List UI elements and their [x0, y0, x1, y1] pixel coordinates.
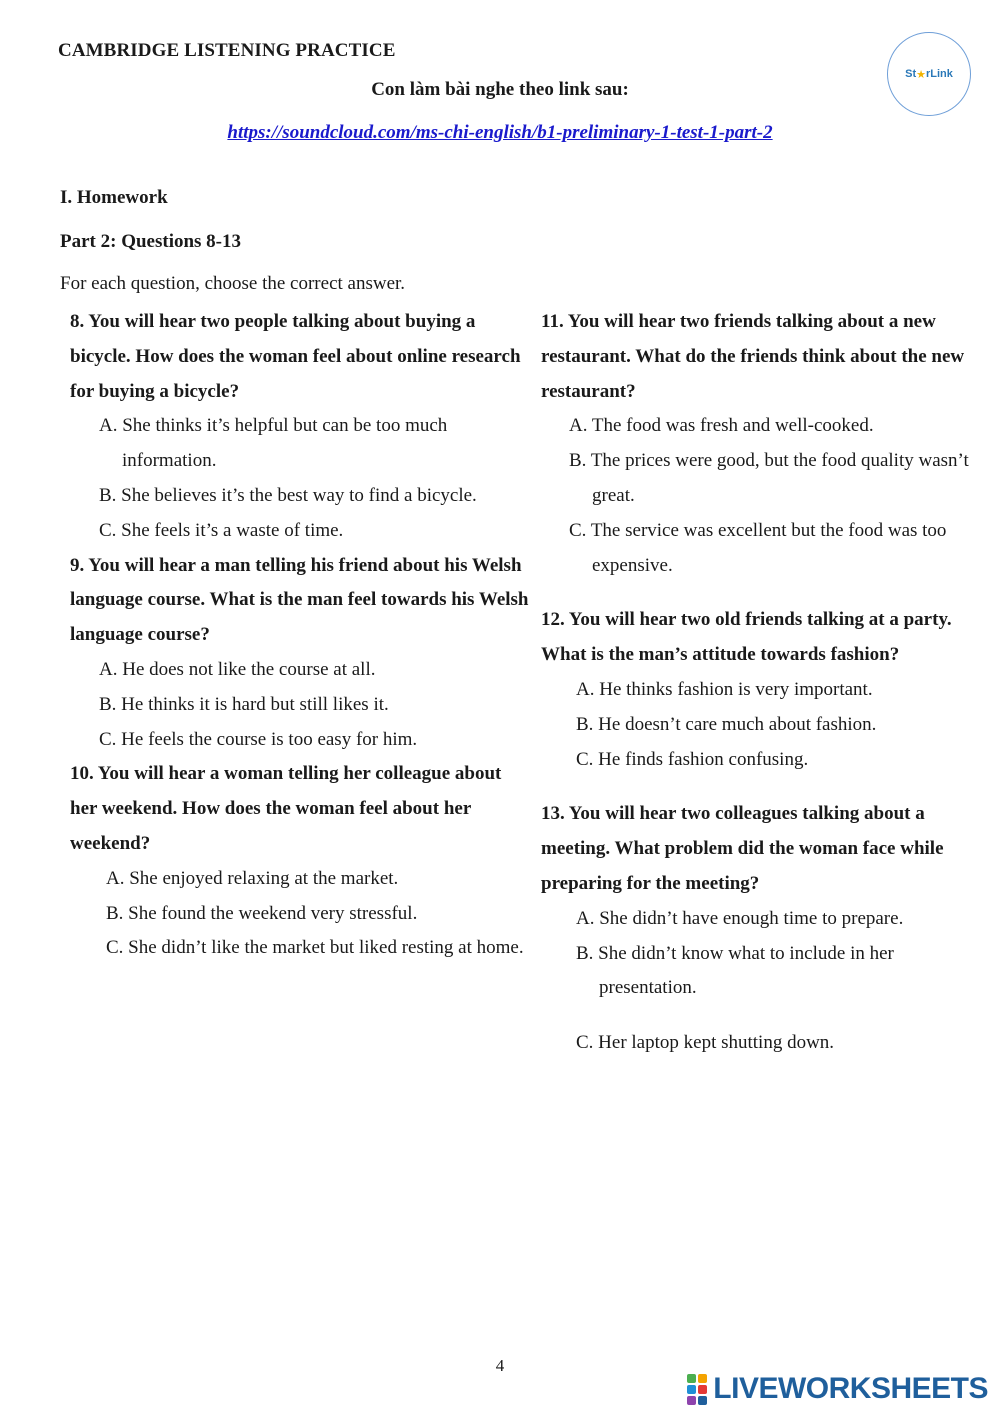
logo-text-start: St	[905, 68, 917, 80]
question-11-options	[541, 409, 981, 583]
starlink-logo	[887, 32, 971, 116]
question-9-prompt: 9. You will hear a man telling his friend about his Welsh language course. What is the man feel towards his Welsh language course?	[70, 554, 529, 646]
question-8-option-c[interactable]: C. She feels it’s a waste of time.	[99, 519, 344, 541]
question-13-option-a[interactable]: A. She didn’t have enough time to prepare.	[576, 907, 904, 929]
question-12-options	[541, 673, 981, 777]
logo-text-end: rLink	[925, 68, 953, 80]
star-icon: ★	[916, 68, 926, 81]
liveworksheets-logo-icon	[687, 1374, 707, 1405]
brand-name: LIVEWORKSHEETS	[713, 1372, 988, 1405]
question-13-option-c[interactable]: C. Her laptop kept shutting down.	[576, 1032, 835, 1054]
soundcloud-link[interactable]: https://soundcloud.com/ms-chi-english/b1-preliminary-1-test-1-part-2	[227, 122, 773, 143]
document-title: CAMBRIDGE LISTENING PRACTICE	[58, 40, 396, 61]
question-9-option-c[interactable]: C. He feels the course is too easy for him.	[99, 728, 418, 750]
question-8-options	[70, 409, 530, 548]
right-column	[541, 305, 981, 1061]
spacer	[576, 1006, 981, 1026]
question-13-options	[541, 902, 981, 1061]
left-column	[70, 305, 530, 966]
question-10-prompt: 10. You will hear a woman telling her colleague about her weekend. How does the woman feel about her weekend?	[70, 763, 502, 854]
page-number: 4	[495, 1356, 505, 1375]
question-11-option-b[interactable]: B. The prices were good, but the food quality wasn’t great.	[569, 450, 969, 506]
question-11-option-c[interactable]: C. The service was excellent but the food was too expensive.	[569, 519, 947, 576]
question-10-option-a[interactable]: A. She enjoyed relaxing at the market.	[106, 867, 399, 889]
intro-text: For each question, choose the correct answer.	[60, 273, 406, 294]
question-12-prompt: 12. You will hear two old friends talking at a party. What is the man’s attitude towards fashion?	[541, 609, 952, 666]
liveworksheets-brand[interactable]	[687, 1372, 988, 1406]
question-8-option-a[interactable]: A. She thinks it’s helpful but can be too much information.	[99, 415, 448, 472]
question-9-options	[70, 653, 530, 757]
spacer	[541, 583, 981, 603]
question-12-option-a[interactable]: A. He thinks fashion is very important.	[576, 678, 873, 700]
question-13-prompt: 13. You will hear two colleagues talking about a meeting. What problem did the woman face while preparing for the meeting?	[541, 803, 944, 894]
question-10-options	[70, 862, 530, 966]
question-13-option-b[interactable]: B. She didn’t know what to include in her presentation.	[576, 942, 894, 999]
question-12-option-c[interactable]: C. He finds fashion confusing.	[576, 748, 809, 770]
section-title: I. Homework	[60, 187, 168, 208]
question-11-option-a[interactable]: A. The food was fresh and well-cooked.	[569, 415, 874, 437]
part-title: Part 2: Questions 8-13	[60, 231, 242, 252]
question-10-option-c[interactable]: C. She didn’t like the market but liked resting at home.	[106, 937, 524, 959]
spacer	[541, 777, 981, 797]
question-10-option-b[interactable]: B. She found the weekend very stressful.	[106, 902, 418, 924]
question-8-option-b[interactable]: B. She believes it’s the best way to find a bicycle.	[99, 484, 477, 506]
question-9-option-b[interactable]: B. He thinks it is hard but still likes it.	[99, 693, 389, 715]
listening-instruction: Con làm bài nghe theo link sau:	[371, 79, 629, 100]
question-8-prompt: 8. You will hear two people talking about buying a bicycle. How does the woman feel about online research for buying a bicycle?	[70, 311, 521, 402]
question-9-option-a[interactable]: A. He does not like the course at all.	[99, 658, 376, 680]
question-12-option-b[interactable]: B. He doesn’t care much about fashion.	[576, 713, 877, 735]
question-11-prompt: 11. You will hear two friends talking about a new restaurant. What do the friends think about the new restaurant?	[541, 311, 965, 402]
